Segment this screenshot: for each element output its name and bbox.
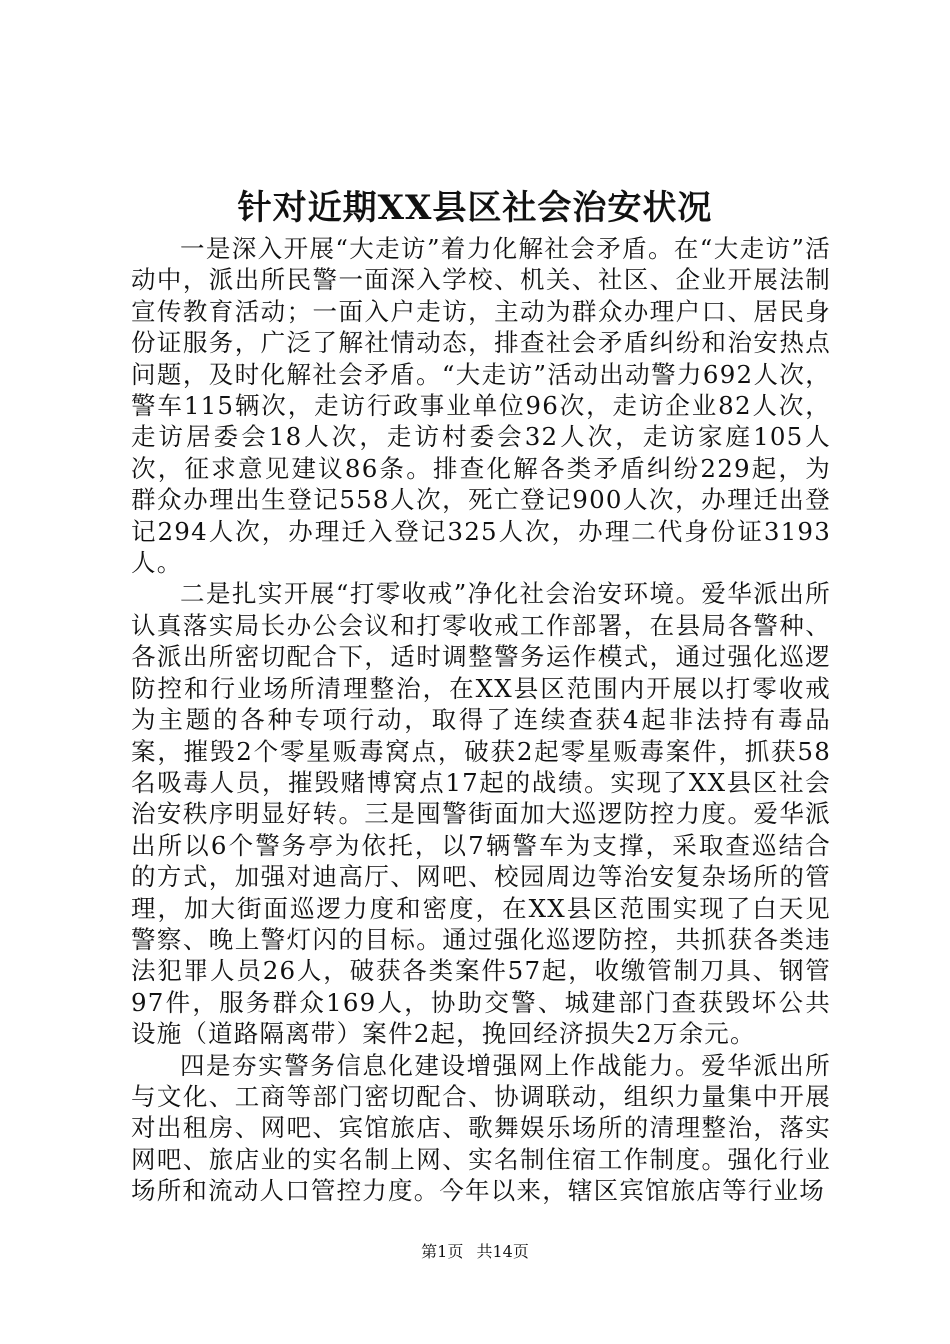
document-body	[131, 233, 831, 1207]
document-title: 针对近期XX县区社会治安状况	[237, 188, 713, 228]
page-total: 共14页	[476, 1242, 529, 1261]
page-number: 第1页	[421, 1242, 464, 1261]
paragraph-3: 四是夯实警务信息化建设增强网上作战能力。爱华派出所与文化、工商等部门密切配合、协调联动，组织力量集中开展对出租房、网吧、宾馆旅店、歌舞娱乐场所的清理整治，落实网吧、旅店业的实名制上网、实名制住宿工作制度。强化行业场所和流动人口管控力度。今年以来，辖区宾馆旅店等行业场	[131, 1050, 831, 1206]
paragraph-1: 一是深入开展“大走访”着力化解社会矛盾。在“大走访”活动中，派出所民警一面深入学校、机关、社区、企业开展法制宣传教育活动；一面入户走访，主动为群众办理户口、居民身份证服务，广泛了解社情动态，排查社会矛盾纠纷和治安热点问题，及时化解社会矛盾。“大走访”活动出动警力692人次，警车115辆次，走访行政事业单位96次，走访企业82人次，走访居委会18人次，走访村委会32人次，走访家庭105人次，征求意见建议86条。排查化解各类矛盾纠纷229起，为群众办理出生登记558人次，死亡登记900人次，办理迁出登记294人次，办理迁入登记325人次，办理二代身份证3193人。	[131, 234, 831, 578]
page-footer	[0, 1242, 950, 1262]
paragraph-2: 二是扎实开展“打零收戒”净化社会治安环境。爱华派出所认真落实局长办公会议和打零收戒工作部署，在县局各警种、各派出所密切配合下，适时调整警务运作模式，通过强化巡逻防控和行业场所清理整治，在XX县区范围内开展以打零收戒为主题的各种专项行动，取得了连续查获4起非法持有毒品案，摧毁2个零星贩毒窝点，破获2起零星贩毒案件，抓获58名吸毒人员，摧毁赌博窝点17起的战绩。实现了XX县区社会治安秩序明显好转。三是囤警街面加大巡逻防控力度。爱华派出所以6个警务亭为依托，以7辆警车为支撑，采取查巡结合的方式，加强对迪高厅、网吧、校园周边等治安复杂场所的管理，加大街面巡逻力度和密度，在XX县区范围实现了白天见警察、晚上警灯闪的目标。通过强化巡逻防控，共抓获各类违法犯罪人员26人，破获各类案件57起，收缴管制刀具、钢管97件，服务群众169人，协助交警、城建部门查获毁坏公共设施（道路隔离带）案件2起，挽回经济损失2万余元。	[131, 579, 831, 1049]
